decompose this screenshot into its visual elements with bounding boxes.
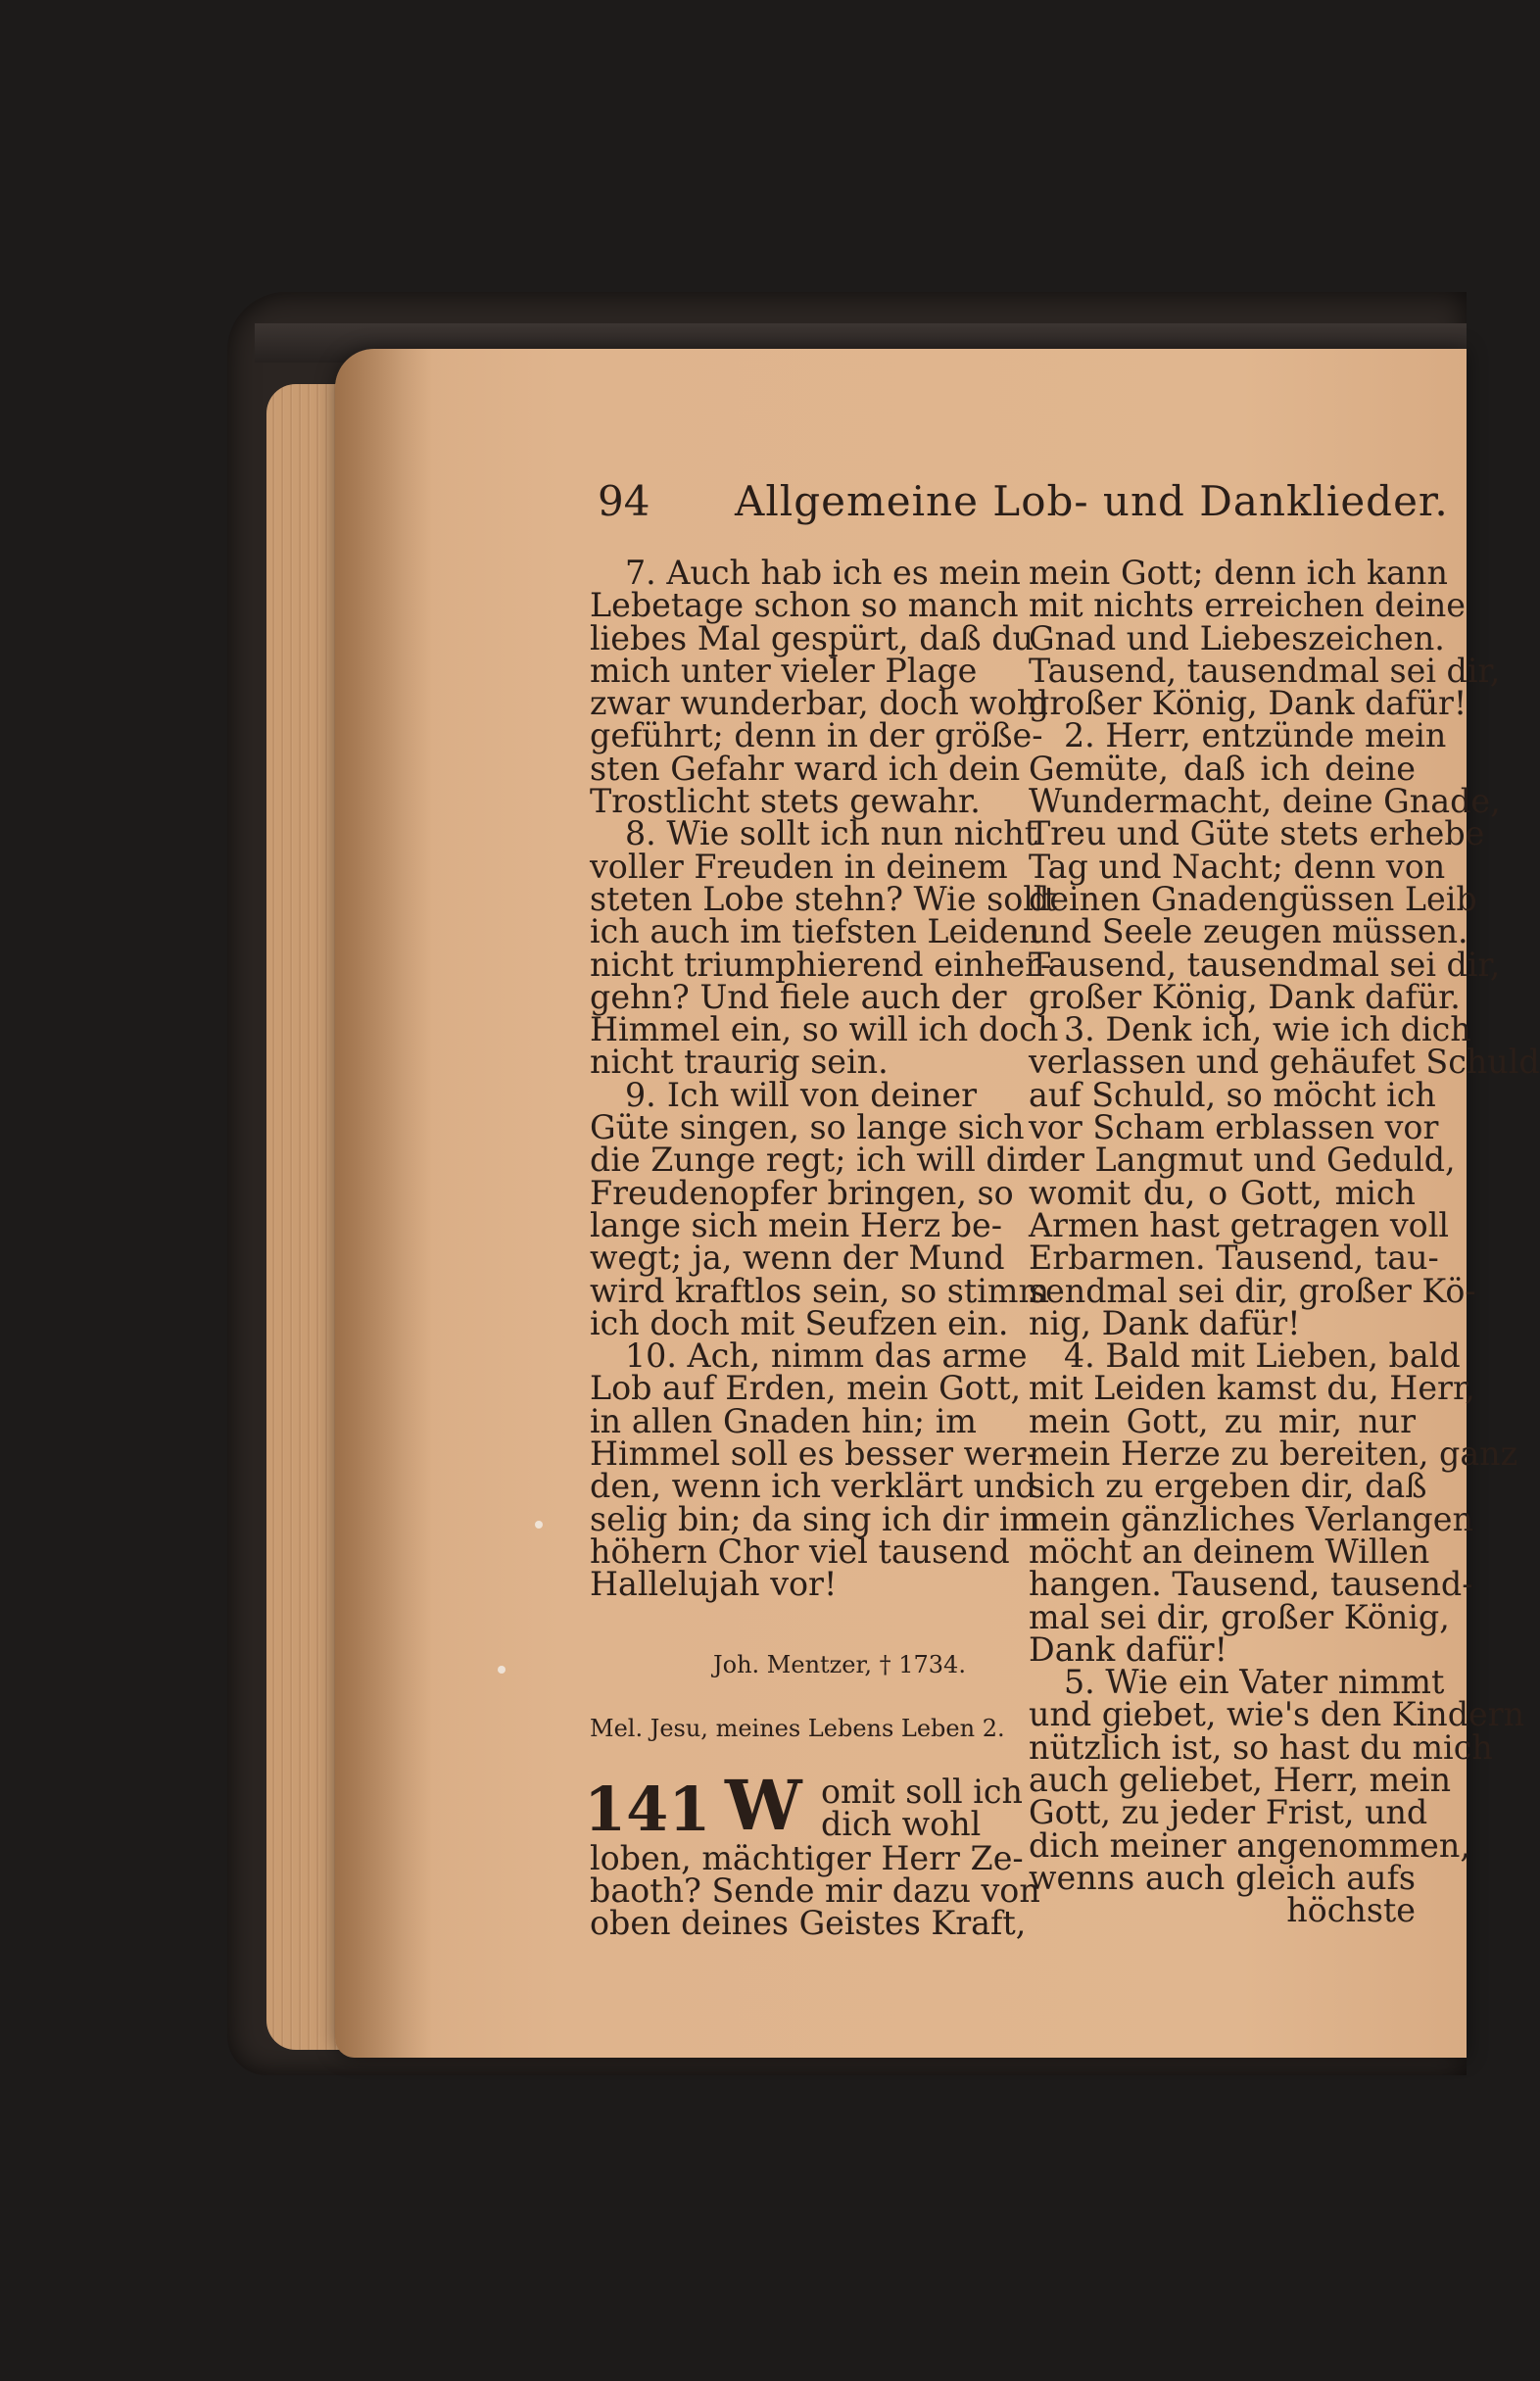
hymn-author: Joh. Mentzer, † 1734.: [713, 1651, 966, 1678]
text-line: gehn? Und fiele auch der: [590, 977, 1007, 1016]
text-line: Freudenopfer bringen, so: [590, 1173, 1014, 1212]
text-line: 4. Bald mit Lieben, bald: [1064, 1336, 1461, 1376]
paper-speck: [498, 1666, 505, 1674]
text-line: mich unter vieler Plage: [590, 651, 978, 690]
text-line: Himmel ein, so will ich doch: [590, 1010, 1059, 1049]
text-line: womit du, o Gott, mich: [1029, 1173, 1416, 1212]
text-line: deinen Gnadengüssen Leib: [1029, 879, 1477, 918]
text-line: 3. Denk ich, wie ich dich: [1064, 1010, 1471, 1049]
text-line: wegt; ja, wenn der Mund: [590, 1239, 1005, 1278]
text-line: mit Leiden kamst du, Herr,: [1029, 1369, 1475, 1408]
text-line: baoth? Sende mir dazu von: [590, 1871, 1040, 1910]
left-column: [590, 554, 1059, 1604]
text-line: nicht triumphierend einher-: [590, 945, 1052, 984]
text-line: Erbarmen. Tausend, tau-: [1029, 1239, 1439, 1278]
text-line: 5. Wie ein Vater nimmt: [1064, 1663, 1445, 1702]
text-line: Güte singen, so lange sich: [590, 1108, 1025, 1147]
text-line: die Zunge regt; ich will dir: [590, 1141, 1034, 1180]
text-line: vor Scham erblassen vor: [1029, 1108, 1439, 1147]
text-line: zwar wunderbar, doch wohl: [590, 684, 1048, 723]
text-line: Lebetage schon so manch: [590, 586, 1019, 625]
text-line: Tag und Nacht; denn von: [1029, 847, 1446, 886]
page-gutter-shadow: [335, 349, 433, 2058]
melody-note: Mel. Jesu, meines Lebens Leben 2.: [590, 1715, 1005, 1742]
text-line: sten Gefahr ward ich dein: [590, 749, 1021, 788]
page-number: 94: [598, 477, 650, 525]
text-line: sich zu ergeben dir, daß: [1029, 1467, 1427, 1506]
text-line: und Seele zeugen müssen.: [1029, 912, 1468, 951]
right-column: [1029, 554, 1540, 1930]
hymn-number: 141: [584, 1774, 711, 1845]
text-line: lange sich mein Herz be-: [590, 1205, 1002, 1244]
text-line: Gott, zu jeder Frist, und: [1029, 1793, 1428, 1832]
running-title: Allgemeine Lob- und Danklieder.: [735, 477, 1449, 525]
text-line: nicht traurig sein.: [590, 1043, 889, 1082]
text-line: mit nichts erreichen deine: [1029, 586, 1466, 625]
paper-speck: [535, 1521, 543, 1529]
text-line: höchste: [1286, 1891, 1416, 1930]
text-line: Himmel soll es besser wer-: [590, 1434, 1037, 1474]
text-line: der Langmut und Geduld,: [1029, 1141, 1456, 1180]
text-line: 2. Herr, entzünde mein: [1064, 716, 1447, 755]
text-line: und giebet, wie's den Kindern: [1029, 1695, 1525, 1734]
text-line: den, wenn ich verklärt und: [590, 1467, 1036, 1506]
text-line: 10. Ach, nimm das arme: [625, 1336, 1028, 1376]
text-line: liebes Mal gespürt, daß du: [590, 618, 1034, 657]
text-line: mein Herze zu bereiten, ganz: [1029, 1434, 1518, 1474]
text-line: Tausend, tausendmal sei dir,: [1029, 945, 1501, 984]
text-line: mein gänzliches Verlangen: [1029, 1499, 1473, 1538]
text-line: Gemüte, daß ich deine: [1029, 749, 1416, 788]
text-line: Lob auf Erden, mein Gott,: [590, 1369, 1022, 1408]
text-line: Armen hast getragen voll: [1029, 1205, 1449, 1244]
text-line: 9. Ich will von deiner: [625, 1075, 977, 1114]
text-line: Wundermacht, deine Gnade,: [1029, 782, 1501, 821]
text-line: auf Schuld, so möcht ich: [1029, 1075, 1436, 1114]
text-line: großer König, Dank dafür.: [1029, 977, 1461, 1016]
text-line: mein Gott, zu mir, nur: [1029, 1401, 1416, 1440]
text-line: Dank dafür!: [1029, 1629, 1227, 1669]
text-line: ich doch mit Seufzen ein.: [590, 1303, 1009, 1342]
text-line: Gnad und Liebeszeichen.: [1029, 618, 1445, 657]
text-line: Hallelujah vor!: [590, 1565, 838, 1604]
text-line: oben deines Geistes Kraft,: [590, 1904, 1027, 1942]
text-line: ich auch im tiefsten Leiden: [590, 912, 1040, 951]
text-line: wird kraftlos sein, so stimm: [590, 1271, 1050, 1310]
text-line: Treu und Güte stets erhebe: [1029, 814, 1485, 853]
text-line: hangen. Tausend, tausend-: [1029, 1565, 1473, 1604]
text-line: höhern Chor viel tausend: [590, 1531, 1010, 1571]
text-line: steten Lobe stehn? Wie sollt: [590, 879, 1057, 918]
text-line: loben, mächtiger Herr Ze-: [590, 1839, 1024, 1877]
text-line: mein Gott; denn ich kann: [1029, 554, 1448, 592]
text-line: 7. Auch hab ich es mein: [625, 554, 1021, 592]
text-line: sendmal sei dir, großer Kö-: [1029, 1271, 1476, 1310]
text-line: großer König, Dank dafür!: [1029, 684, 1468, 723]
text-line: nützlich ist, so hast du mich: [1029, 1727, 1493, 1767]
running-header: [598, 472, 1449, 531]
text-line: voller Freuden in deinem: [590, 847, 1008, 886]
text-line: in allen Gnaden hin; im: [590, 1401, 977, 1440]
text-line: möcht an deinem Willen: [1029, 1531, 1430, 1571]
text-line: Tausend, tausendmal sei dir,: [1029, 651, 1501, 690]
drop-cap: W: [725, 1765, 802, 1846]
text-line: mal sei dir, großer König,: [1029, 1597, 1450, 1636]
text-line: auch geliebet, Herr, mein: [1029, 1760, 1452, 1799]
text-line: verlassen und gehäufet Schuld: [1029, 1043, 1540, 1082]
text-line: wenns auch gleich aufs: [1029, 1858, 1416, 1897]
text-line: nig, Dank dafür!: [1029, 1303, 1301, 1342]
text-line: dich wohl: [821, 1805, 982, 1843]
text-line: geführt; denn in der größe-: [590, 716, 1043, 755]
text-line: omit soll ich: [821, 1773, 1023, 1811]
text-line: 8. Wie sollt ich nun nicht: [625, 814, 1038, 853]
text-line: dich meiner angenommen,: [1029, 1825, 1470, 1865]
text-line: Trostlicht stets gewahr.: [590, 782, 981, 821]
text-line: selig bin; da sing ich dir im: [590, 1499, 1041, 1538]
